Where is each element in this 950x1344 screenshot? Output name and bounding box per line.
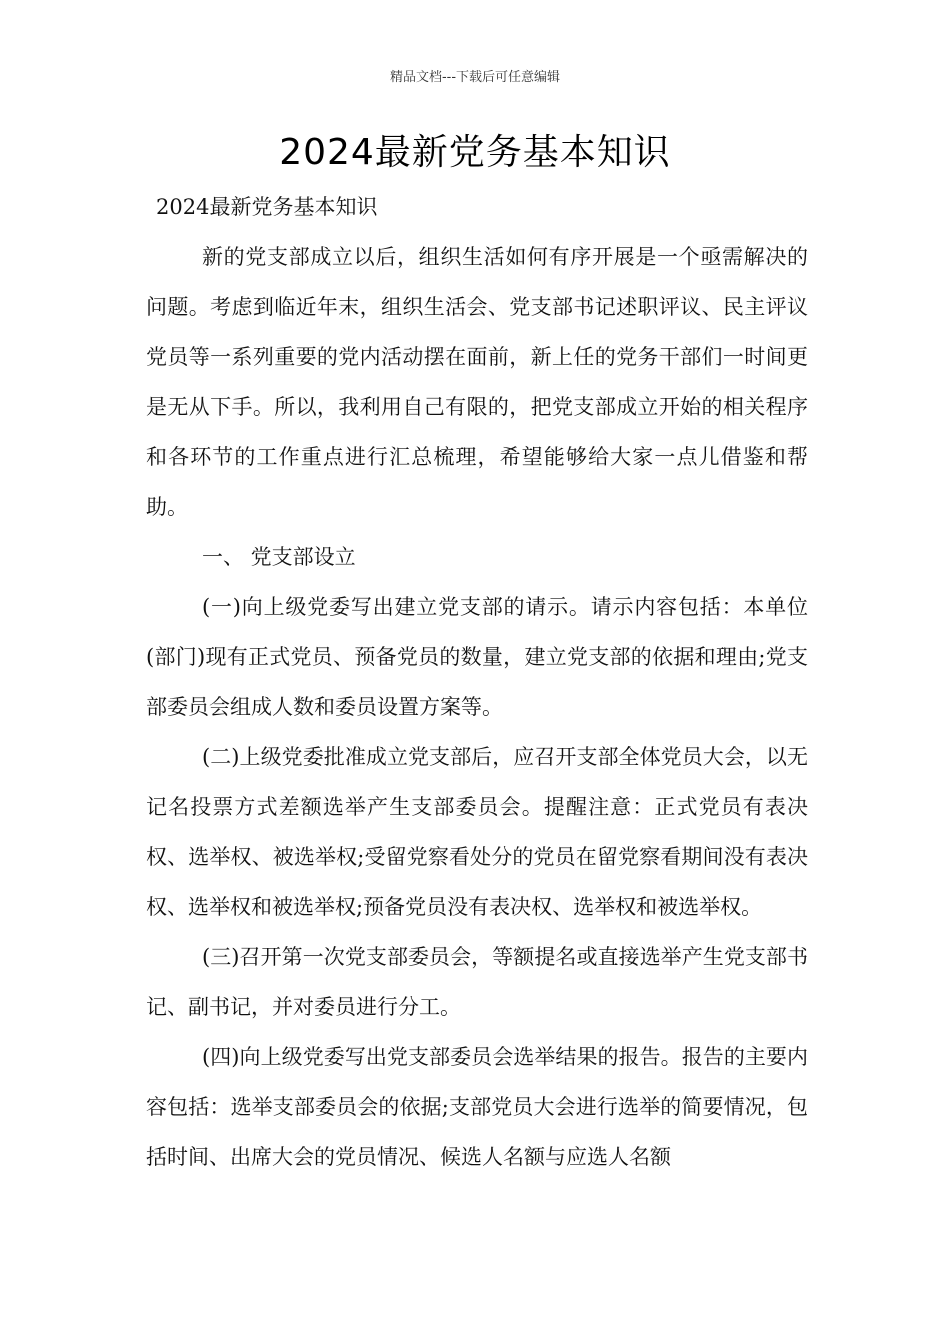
document-title: 2024最新党务基本知识 — [279, 132, 671, 173]
document-subtitle: 2024最新党务基本知识 — [156, 195, 378, 219]
page-header-watermark: 精品文档---下载后可任意编辑 — [389, 70, 561, 85]
paragraph-step-3: (三)召开第一次党支部委员会，等额提名或直接选举产生党支部书记、副书记，并对委员进行分工。 — [146, 945, 808, 1019]
paragraph-step-1: (一)向上级党委写出建立党支部的请示。请示内容包括：本单位(部门)现有正式党员、预备党员的数量，建立党支部的依据和理由;党支部委员会组成人数和委员设置方案等。 — [146, 595, 808, 719]
document-body — [146, 182, 808, 1182]
paragraph-step-2: (二)上级党委批准成立党支部后，应召开支部全体党员大会，以无记名投票方式差额选举产生支部委员会。提醒注意：正式党员有表决权、选举权、被选举权;受留党察看处分的党员在留党察看期间没有表决权、选举权和被选举权;预备党员没有表决权、选举权和被选举权。 — [146, 745, 808, 919]
paragraph-intro: 新的党支部成立以后，组织生活如何有序开展是一个亟需解决的问题。考虑到临近年末，组织生活会、党支部书记述职评议、民主评议党员等一系列重要的党内活动摆在面前，新上任的党务干部们一时间更是无从下手。所以，我利用自己有限的，把党支部成立开始的相关程序和各环节的工作重点进行汇总梳理，希望能够给大家一点儿借鉴和帮助。 — [146, 245, 808, 519]
paragraph-step-4: (四)向上级党委写出党支部委员会选举结果的报告。报告的主要内容包括：选举支部委员会的依据;支部党员大会进行选举的简要情况，包括时间、出席大会的党员情况、候选人名额与应选人名额 — [146, 1045, 808, 1169]
section-heading-1: 一、 党支部设立 — [202, 545, 356, 569]
